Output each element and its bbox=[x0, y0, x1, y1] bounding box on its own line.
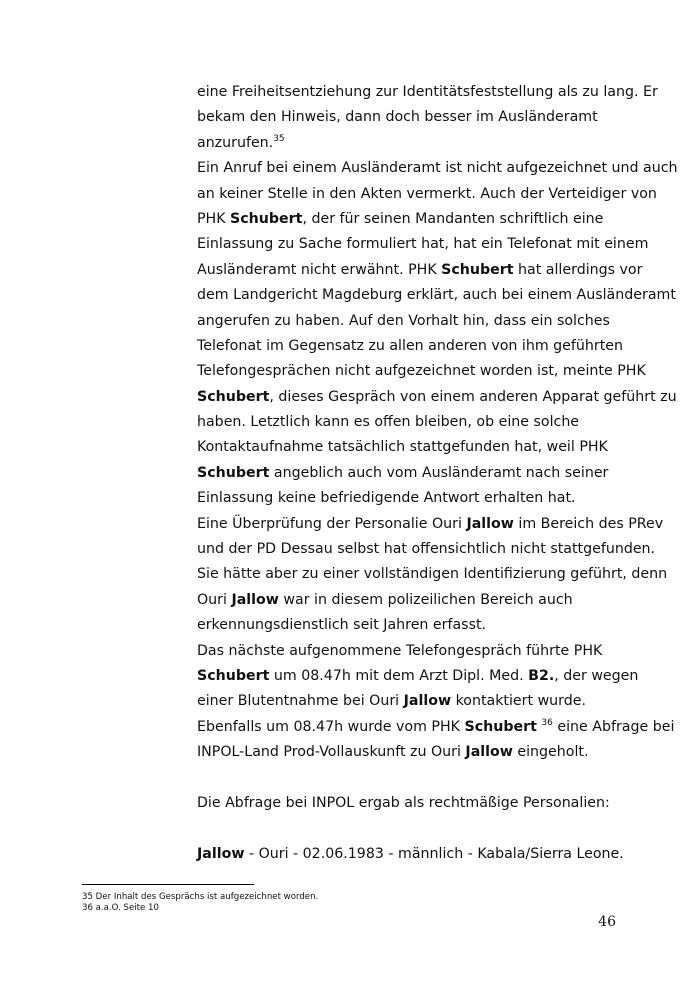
text-line bbox=[197, 588, 627, 613]
text-run: angerufen zu haben. Auf den Vorhalt hin, dass ein solches bbox=[197, 312, 610, 329]
blank-line bbox=[197, 766, 627, 791]
text-run: Telefonat im Gegensatz zu allen anderen von ihm geführten bbox=[197, 337, 624, 354]
text-run: eine Abfrage bei bbox=[552, 718, 675, 735]
text-run: PHK bbox=[197, 210, 231, 227]
text-run: an keiner Stelle in den Akten vermerkt. Auch der Verteidiger von bbox=[197, 185, 657, 202]
text-line bbox=[197, 385, 677, 410]
text-run: haben. Letztlich kann es offen bleiben, ob eine solche bbox=[197, 414, 580, 431]
text-run: Ouri bbox=[197, 591, 232, 608]
text-run: war in diesem polizeilichen Bereich auch bbox=[278, 591, 573, 608]
text-run: dem Landgericht Magdeburg erklärt, auch bei einem Ausländeramt bbox=[197, 287, 676, 304]
text-line bbox=[197, 740, 627, 765]
text-run: Sie hätte aber zu einer vollständigen Identifizierung geführt, denn bbox=[197, 566, 668, 583]
text-run: Ebenfalls um 08.47h wurde vom PHK bbox=[197, 718, 465, 735]
text-line bbox=[197, 80, 658, 105]
text-run: eingeholt. bbox=[512, 744, 589, 761]
bold-name: Schubert bbox=[197, 388, 270, 405]
body-text bbox=[197, 80, 678, 867]
text-line bbox=[197, 715, 675, 740]
text-run: Ausländeramt nicht erwähnt. PHK bbox=[197, 261, 442, 278]
text-line bbox=[197, 156, 678, 181]
text-run: Kontaktaufnahme tatsächlich stattgefunden hat, weil PHK bbox=[197, 439, 608, 456]
text-line bbox=[197, 435, 627, 460]
text-run: INPOL-Land Prod-Vollauskunft zu Ouri bbox=[197, 744, 466, 761]
text-line bbox=[197, 689, 627, 714]
text-line bbox=[197, 842, 627, 867]
text-run: Einlassung zu Sache formuliert hat, hat ein Telefonat mit einem bbox=[197, 236, 649, 253]
text-run: - Ouri - 02.06.1983 - männlich - Kabala/Sierra Leone. bbox=[244, 845, 624, 862]
bold-name: Jallow bbox=[197, 845, 245, 862]
bold-name: B2. bbox=[528, 667, 555, 684]
text-run: Das nächste aufgenommene Telefongespräch führte PHK bbox=[197, 642, 603, 659]
text-run: Eine Überprüfung der Personalie Ouri bbox=[197, 515, 467, 532]
text-line bbox=[197, 232, 649, 257]
footnote-reference: 36 bbox=[541, 717, 553, 728]
bold-name: Schubert bbox=[441, 261, 514, 278]
text-line bbox=[197, 359, 646, 384]
text-run: Ein Anruf bei einem Ausländeramt ist nicht aufgezeichnet und auch bbox=[197, 160, 678, 177]
bold-name: Schubert bbox=[197, 464, 270, 481]
text-line bbox=[197, 486, 627, 511]
bold-name: Schubert bbox=[230, 210, 303, 227]
bold-name: Jallow bbox=[466, 515, 514, 532]
bold-name: Jallow bbox=[403, 693, 452, 710]
text-line bbox=[197, 207, 627, 232]
text-run: erkennungsdienstlich seit Jahren erfasst. bbox=[197, 617, 487, 634]
text-line bbox=[197, 537, 656, 562]
text-line bbox=[197, 410, 627, 435]
text-run: anzurufen. bbox=[197, 134, 274, 151]
text-run: angeblich auch vom Ausländeramt nach seiner bbox=[269, 464, 609, 481]
text-run: kontaktiert wurde. bbox=[451, 693, 586, 710]
text-run: , der wegen bbox=[554, 667, 639, 684]
text-line bbox=[197, 334, 627, 359]
text-line bbox=[197, 182, 657, 207]
text-run: eine Freiheitsentziehung zur Identitätsfeststellung als zu lang. Er bbox=[197, 84, 658, 100]
footnote-reference: 35 bbox=[273, 133, 285, 144]
text-line bbox=[197, 461, 627, 486]
text-run: Einlassung keine befriedigende Antwort erhalten hat. bbox=[197, 490, 576, 507]
text-run: um 08.47h mit dem Arzt Dipl. Med. bbox=[269, 667, 529, 684]
footnote-36: 36 a.a.O. Seite 10 bbox=[82, 903, 159, 913]
text-run: einer Blutentnahme bei Ouri bbox=[197, 693, 404, 710]
text-line bbox=[197, 639, 627, 664]
blank-line bbox=[197, 816, 627, 841]
text-line bbox=[197, 791, 627, 816]
text-run: hat allerdings vor bbox=[513, 261, 643, 278]
text-run: Telefongesprächen nicht aufgezeichnet worden ist, meinte PHK bbox=[197, 363, 646, 380]
text-line bbox=[197, 131, 627, 156]
text-line bbox=[197, 309, 627, 334]
text-run: Die Abfrage bei INPOL ergab als rechtmäßige Personalien: bbox=[197, 794, 610, 811]
footnotes bbox=[82, 892, 318, 914]
text-run: bekam den Hinweis, dann doch besser im Ausländeramt bbox=[197, 109, 598, 126]
text-line bbox=[197, 562, 668, 587]
bold-name: Jallow bbox=[465, 744, 513, 761]
footnote-35: 35 Der Inhalt des Gesprächs ist aufgezeichnet worden. bbox=[82, 892, 319, 902]
bold-name: Jallow bbox=[231, 591, 279, 608]
text-line bbox=[197, 664, 639, 689]
page-number: 46 bbox=[598, 914, 616, 930]
text-line bbox=[197, 613, 627, 638]
text-line bbox=[197, 258, 643, 283]
text-run: , dieses Gespräch von einem anderen Apparat geführt zu bbox=[269, 388, 677, 405]
bold-name: Schubert bbox=[197, 667, 270, 684]
bold-name: Schubert bbox=[464, 718, 537, 735]
text-line bbox=[197, 512, 664, 537]
text-line bbox=[197, 283, 676, 308]
text-run: , der für seinen Mandanten schriftlich eine bbox=[302, 210, 604, 227]
text-run: und der PD Dessau selbst hat offensichtlich nicht stattgefunden. bbox=[197, 541, 656, 558]
text-run: im Bereich des PRev bbox=[513, 515, 664, 532]
footnote-separator bbox=[82, 884, 254, 885]
text-line bbox=[197, 105, 627, 130]
